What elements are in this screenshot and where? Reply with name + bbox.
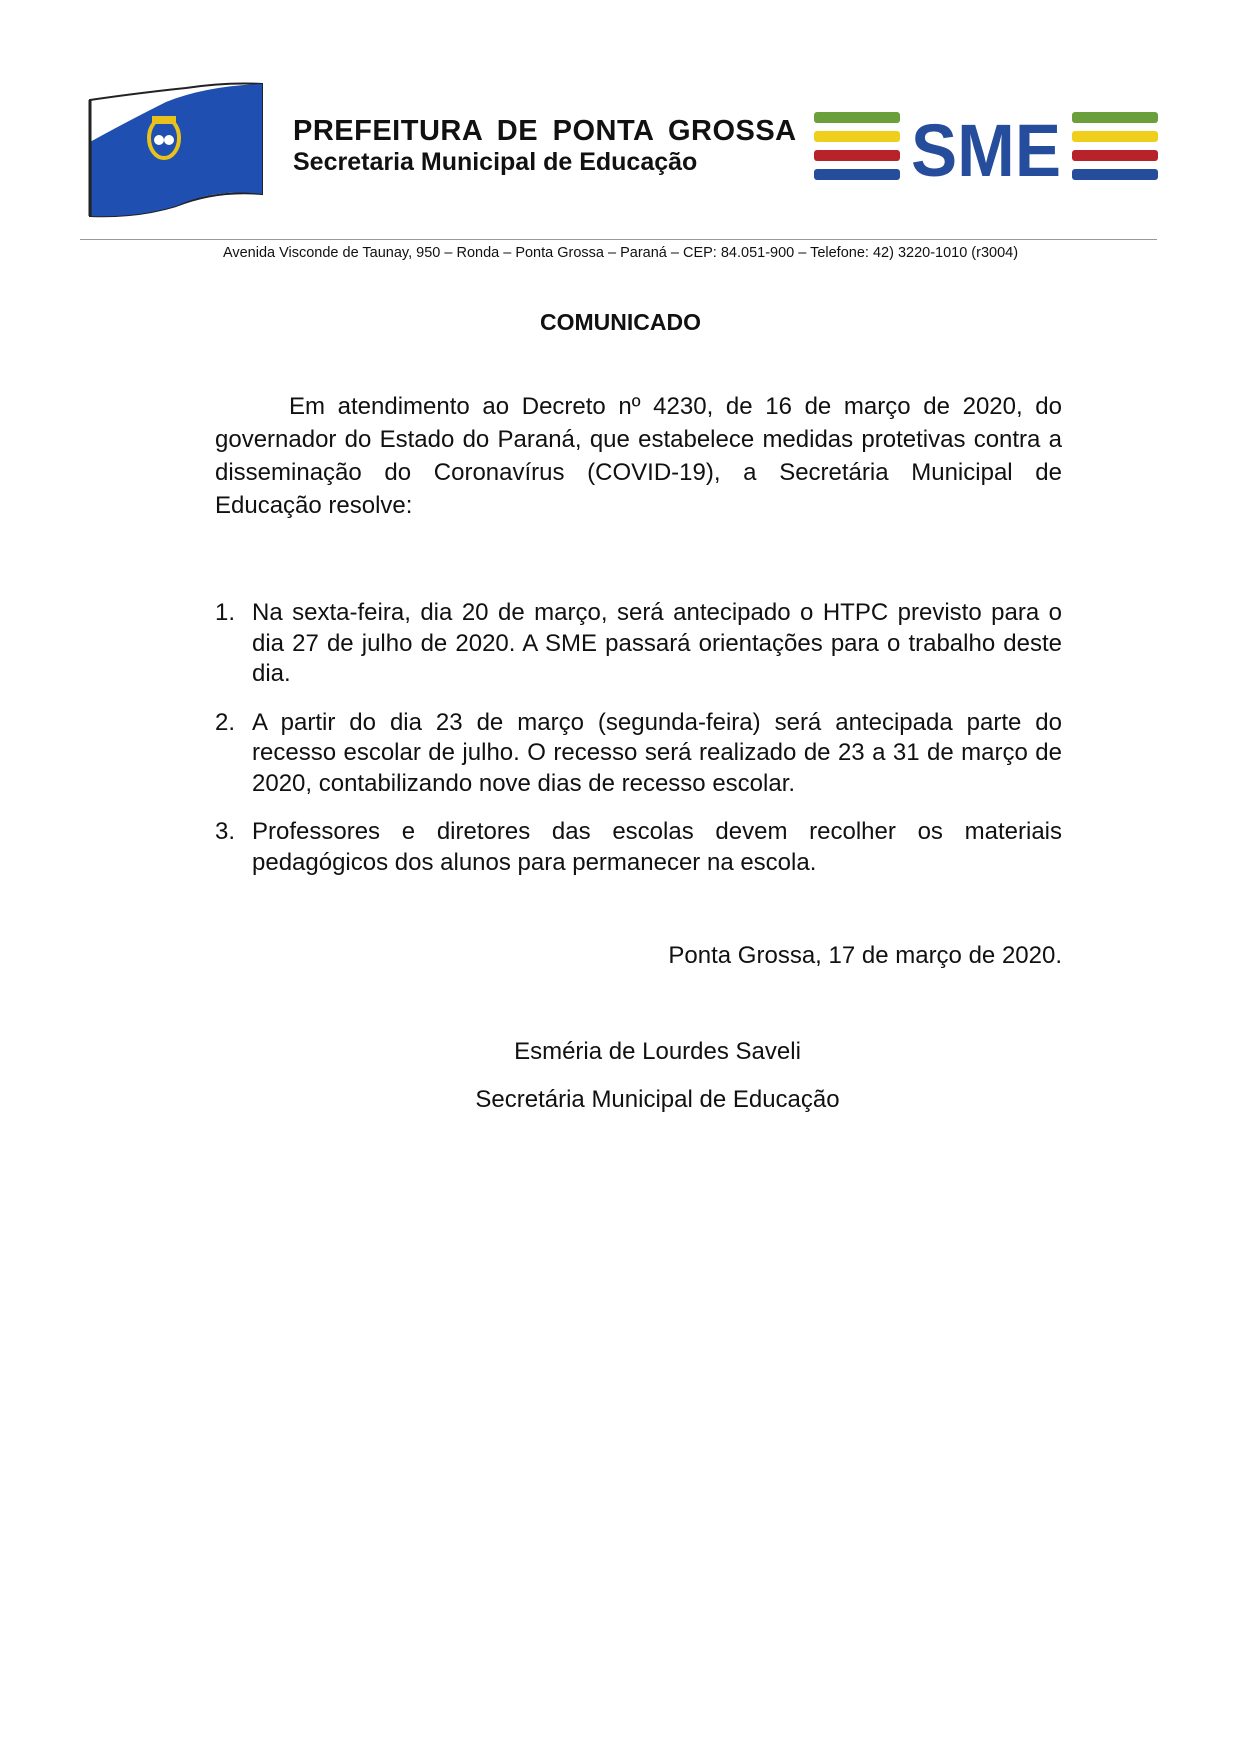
resolution-list: [215, 598, 1062, 896]
list-item: [215, 817, 1062, 878]
sme-logo: [814, 112, 1158, 182]
logo-stripes-left: [814, 112, 900, 180]
intro-paragraph: Em atendimento ao Decreto nº 4230, de 16 de março de 2020, do governador do Estado do Paraná, que estabelece medidas protetivas contra a disseminação do Coronavírus (COVID-19), a Secretária Municipal de Educação resolve:: [215, 393, 1062, 519]
list-number: 2.: [215, 708, 236, 736]
signer-name: Esméria de Lourdes Saveli: [514, 1038, 801, 1065]
city-flag-logo: [86, 82, 266, 220]
list-item: [215, 708, 1062, 800]
sme-logo-text: SME: [911, 112, 1061, 182]
signer-role: Secretária Municipal de Educação: [475, 1086, 840, 1113]
header-subtitle: Secretaria Municipal de Educação: [293, 148, 698, 176]
logo-stripes-right: [1072, 112, 1158, 180]
list-text: Na sexta-feira, dia 20 de março, será antecipado o HTPC previsto para o dia 27 de julho de 2020. A SME passará orientações para o trabalho deste dia.: [252, 599, 1062, 687]
list-text: Professores e diretores das escolas devem recolher os materiais pedagógicos dos alunos para permanecer na escola.: [252, 818, 1062, 876]
document-heading: COMUNICADO: [540, 309, 701, 335]
list-number: 1.: [215, 599, 236, 626]
address-line: Avenida Visconde de Taunay, 950 – Ronda – Ponta Grossa – Paraná – CEP: 84.051-900 – Telefone: 42) 3220-1010 (r3004): [222, 245, 1019, 261]
header-title: PREFEITURA DE PONTA GROSSA: [293, 115, 797, 147]
header-divider: [80, 239, 1157, 240]
document-date: Ponta Grossa, 17 de março de 2020.: [668, 942, 1062, 969]
list-item: [215, 598, 1062, 690]
list-text: A partir do dia 23 de março (segunda-feira) será antecipada parte do recesso escolar de julho. O recesso será realizado de 23 a 31 de março de 2020, contabilizando nove dias de recesso escolar.: [252, 708, 1062, 797]
list-number: 3.: [215, 818, 236, 845]
